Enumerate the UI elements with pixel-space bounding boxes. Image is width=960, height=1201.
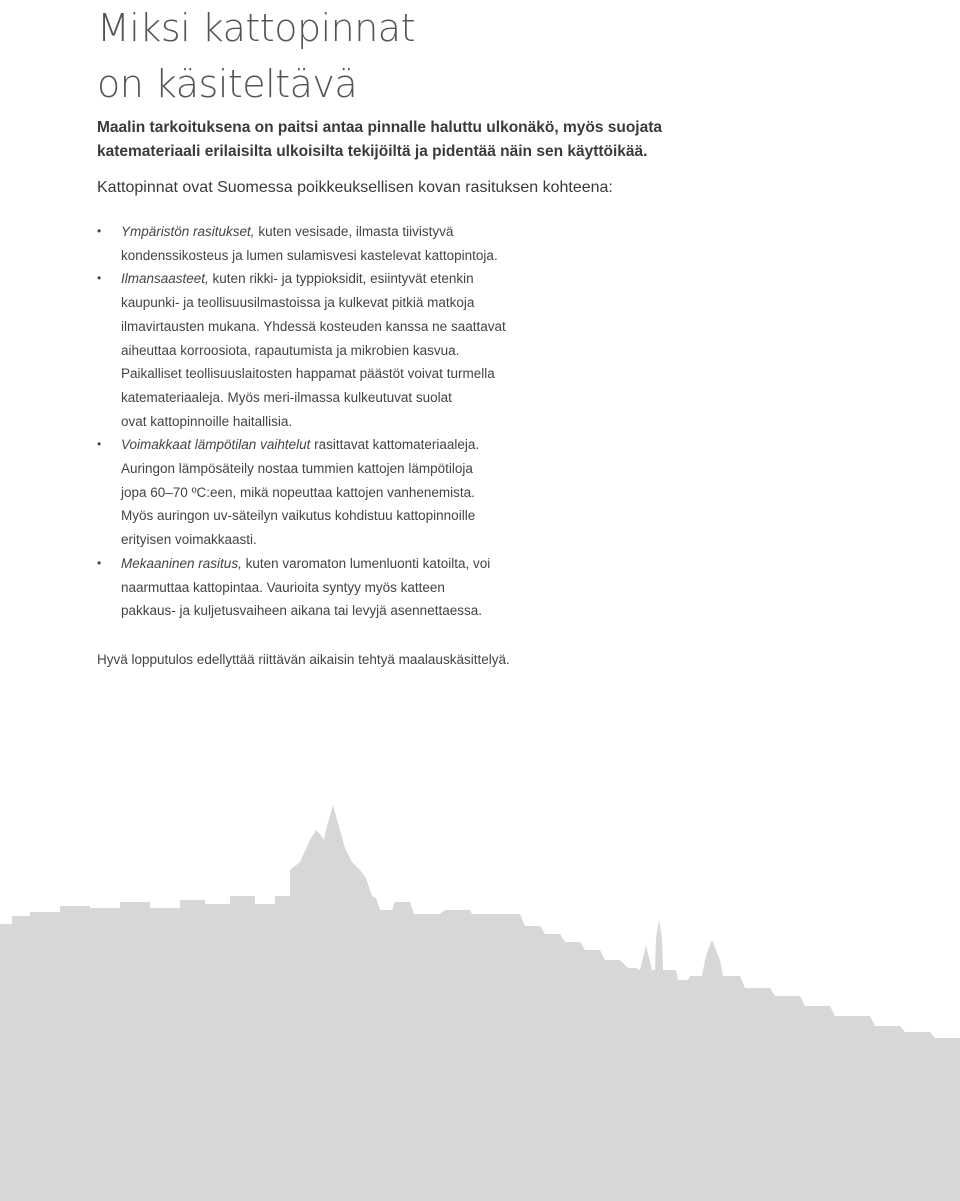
- list-item-line: Myös auringon uv-säteilyn vaikutus kohdistuu kattopinnoille: [121, 508, 476, 524]
- list-item-lead: Mekaaninen rasitus,: [121, 555, 242, 571]
- bullet-icon: •: [97, 555, 102, 570]
- lead-paragraph: [97, 116, 697, 164]
- lead-line-2: katemateriaali erilaisilta ulkoisilta tekijöiltä ja pidentää näin sen käyttöikää.: [97, 143, 648, 160]
- skyline-silhouette: [0, 805, 960, 1201]
- list-item-line: erityisen voimakkaasti.: [121, 532, 257, 548]
- list-item-first-line: [121, 552, 657, 576]
- list-item: [97, 220, 657, 267]
- title-line-2: on käsiteltävä: [97, 62, 358, 106]
- list-item-first-line: [121, 267, 657, 291]
- closing-text: Hyvä lopputulos edellyttää riittävän aikaisin tehtyä maalauskäsittelyä.: [97, 652, 510, 667]
- intro-text: Kattopinnat ovat Suomessa poikkeuksellisen kovan rasituksen kohteena:: [97, 179, 613, 196]
- list-item-first-line: [121, 220, 657, 244]
- list-item-first-line: [121, 433, 657, 457]
- list-item: [97, 552, 657, 623]
- page-title: [97, 0, 415, 112]
- title-line-1: Miksi kattopinnat: [97, 6, 415, 50]
- list-item-lead: Ympäristön rasitukset,: [121, 224, 255, 239]
- list-item: [97, 433, 657, 552]
- bullet-icon: •: [97, 437, 102, 452]
- bullet-icon: •: [97, 271, 102, 286]
- list-item-rest: kuten rikki- ja typpioksidit, esiintyvät etenkin: [208, 271, 474, 287]
- list-item-line: aiheuttaa korroosiota, rapautumista ja mikrobien kasvua.: [121, 342, 460, 358]
- list-item-line: katemateriaaleja. Myös meri-ilmassa kulkeutuvat suolat: [121, 389, 452, 405]
- list-item-line: ovat kattopinnoille haitallisia.: [121, 413, 293, 429]
- list-item-line: jopa 60–70 ºC:een, mikä nopeuttaa kattojen vanhenemista.: [121, 484, 475, 500]
- list-item-line: pakkaus- ja kuljetusvaiheen aikana tai levyjä asennettaessa.: [121, 603, 482, 619]
- list-item-lead: Voimakkaat lämpötilan vaihtelut: [121, 437, 311, 453]
- list-item-rest: kuten vesisade, ilmasta tiivistyvä: [254, 224, 454, 239]
- list-item-line: Paikalliset teollisuuslaitosten happamat päästöt voivat turmella: [121, 366, 495, 382]
- list-item-lead: Ilmansaasteet,: [121, 271, 209, 287]
- list-item-rest: rasittavat kattomateriaaleja.: [310, 437, 480, 453]
- list-item: [97, 267, 657, 433]
- list-item-line: naarmuttaa kattopintaa. Vaurioita syntyy myös katteen: [121, 579, 445, 595]
- list-item-rest: kuten varomaton lumenluonti katoilta, voi: [241, 555, 491, 571]
- city-skyline-icon: [0, 800, 960, 1201]
- bullet-icon: •: [97, 224, 102, 238]
- list-item-line: Auringon lämpösäteily nostaa tummien kattojen lämpötiloja: [121, 461, 473, 477]
- lead-line-1: Maalin tarkoituksena on paitsi antaa pinnalle haluttu ulkonäkö, myös suojata: [97, 119, 663, 136]
- stress-list: [97, 220, 657, 623]
- list-item-line: kondenssikosteus ja lumen sulamisvesi kastelevat kattopintoja.: [121, 247, 498, 263]
- list-item-line: kaupunki- ja teollisuusilmastoissa ja kulkevat pitkiä matkoja: [121, 295, 475, 311]
- list-item-line: ilmavirtausten mukana. Yhdessä kosteuden kanssa ne saattavat: [121, 318, 506, 334]
